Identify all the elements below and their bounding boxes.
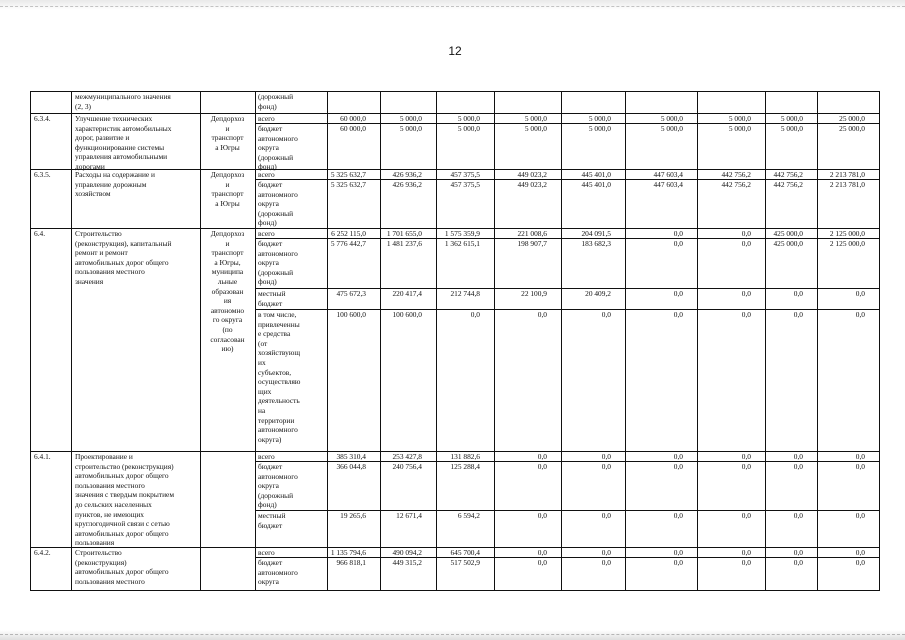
amount-cell: 0,0: [537, 511, 547, 520]
table-row-border: [30, 590, 880, 591]
amount-cell: 1 481 237,6: [386, 239, 422, 248]
amount-cell: 0,0: [470, 310, 480, 319]
amount-cell: 0,0: [537, 310, 547, 319]
amount-cell: 0,0: [855, 462, 865, 471]
table-vline: [255, 91, 256, 590]
amount-cell: 442 756,2: [721, 170, 751, 179]
amount-cell: 25 000,0: [839, 114, 865, 123]
amount-cell: 5 000,0: [399, 124, 422, 133]
row-title: Улучшение технических характеристик автомобильных дорог, развитие и функционирование системы управления автомобильными дорогами: [75, 114, 172, 171]
amount-cell: 5 000,0: [399, 114, 422, 123]
funding-source: бюджет автономного округа (дорожный фонд): [258, 180, 298, 228]
amount-cell: 100 600,0: [392, 310, 422, 319]
amount-cell: 5 000,0: [457, 114, 480, 123]
amount-cell: 125 288,4: [450, 462, 480, 471]
amount-cell: 0,0: [601, 511, 611, 520]
amount-cell: 0,0: [673, 289, 683, 298]
row-title: Строительство (реконструкция) автомобильных дорог общего пользования местного: [75, 548, 169, 586]
row-title: Строительство (реконструкция), капитальный ремонт и ремонт автомобильных дорог общего пользования местного значения: [75, 229, 172, 286]
funding-source: всего: [258, 229, 275, 238]
amount-cell: 25 000,0: [839, 124, 865, 133]
amount-cell: 645 700,4: [450, 548, 480, 557]
funding-source: в том числе, привлеченны е средства (от хозяйствующ их субъектов, осуществляю щих деятельность на территории автономного округа): [258, 310, 301, 444]
scan-bottom-edge: [0, 630, 905, 640]
page-number: 12: [448, 44, 462, 58]
amount-cell: 966 818,1: [336, 558, 366, 567]
amount-cell: 5 000,0: [524, 114, 547, 123]
row-number: 6.3.5.: [34, 170, 51, 179]
row-number: 6.4.2.: [34, 548, 51, 557]
amount-cell: 5 000,0: [457, 124, 480, 133]
amount-cell: 0,0: [793, 511, 803, 520]
amount-cell: 447 603,4: [653, 180, 683, 189]
funding-source: (дорожный фонд): [258, 92, 294, 111]
amount-cell: 5 000,0: [588, 124, 611, 133]
amount-cell: 204 091,5: [581, 229, 611, 238]
amount-cell: 0,0: [673, 452, 683, 461]
amount-cell: 0,0: [741, 558, 751, 567]
amount-cell: 442 756,2: [773, 180, 803, 189]
amount-cell: 212 744,8: [450, 289, 480, 298]
amount-cell: 2 125 000,0: [829, 229, 865, 238]
amount-cell: 385 310,4: [336, 452, 366, 461]
funding-source: всего: [258, 452, 275, 461]
amount-cell: 0,0: [601, 548, 611, 557]
amount-cell: 60 000,0: [340, 124, 366, 133]
row-number: 6.4.1.: [34, 452, 51, 461]
amount-cell: 5 000,0: [780, 124, 803, 133]
amount-cell: 5 000,0: [660, 124, 683, 133]
amount-cell: 0,0: [741, 462, 751, 471]
amount-cell: 0,0: [601, 310, 611, 319]
amount-cell: 0,0: [537, 452, 547, 461]
amount-cell: 5 776 442,7: [330, 239, 366, 248]
amount-cell: 426 936,2: [392, 170, 422, 179]
amount-cell: 253 427,8: [392, 452, 422, 461]
amount-cell: 0,0: [793, 548, 803, 557]
amount-cell: 0,0: [673, 310, 683, 319]
amount-cell: 0,0: [741, 511, 751, 520]
amount-cell: 457 375,5: [450, 180, 480, 189]
funding-source: бюджет автономного округа (дорожный фонд): [258, 239, 298, 287]
amount-cell: 0,0: [741, 310, 751, 319]
amount-cell: 0,0: [537, 558, 547, 567]
amount-cell: 6 252 115,0: [331, 229, 366, 238]
amount-cell: 12 671,4: [396, 511, 422, 520]
amount-cell: 0,0: [673, 462, 683, 471]
amount-cell: 2 125 000,0: [829, 239, 865, 248]
amount-cell: 0,0: [673, 239, 683, 248]
amount-cell: 183 682,3: [581, 239, 611, 248]
row-title: Расходы на содержание и управление дорожным хозяйством: [75, 170, 156, 199]
amount-cell: 517 502,9: [450, 558, 480, 567]
amount-cell: 240 756,4: [392, 462, 422, 471]
table-vline: [879, 91, 880, 590]
amount-cell: 20 409,2: [585, 289, 611, 298]
amount-cell: 0,0: [537, 462, 547, 471]
amount-cell: 0,0: [537, 548, 547, 557]
amount-cell: 5 000,0: [728, 114, 751, 123]
amount-cell: 0,0: [741, 229, 751, 238]
amount-cell: 131 882,6: [450, 452, 480, 461]
scan-bottom-noise-line: [0, 634, 905, 635]
amount-cell: 198 907,7: [517, 239, 547, 248]
amount-cell: 0,0: [793, 289, 803, 298]
funding-source: бюджет автономного округа (дорожный фонд): [258, 462, 298, 510]
row-number: 6.3.4.: [34, 114, 51, 123]
amount-cell: 6 594,2: [457, 511, 480, 520]
amount-cell: 0,0: [673, 229, 683, 238]
row-executor: Депдорхоз и транспорт а Югры: [210, 114, 245, 152]
amount-cell: 442 756,2: [773, 170, 803, 179]
table-vline: [71, 91, 72, 590]
row-number: 6.4.: [34, 229, 46, 238]
funding-source: местный бюджет: [258, 289, 286, 308]
amount-cell: 490 094,2: [392, 548, 422, 557]
amount-cell: 60 000,0: [340, 114, 366, 123]
amount-cell: 221 008,6: [517, 229, 547, 238]
funding-source: местный бюджет: [258, 511, 286, 530]
amount-cell: 426 936,2: [392, 180, 422, 189]
amount-cell: 425 000,0: [773, 239, 803, 248]
amount-cell: 220 417,4: [392, 289, 422, 298]
amount-cell: 0,0: [793, 452, 803, 461]
row-executor: Депдорхоз и транспорт а Югры, муниципа льные образован ия автономно го округа (по согласован ию): [210, 229, 245, 354]
amount-cell: 5 000,0: [780, 114, 803, 123]
row-title: межмуниципального значения (2, 3): [75, 92, 171, 111]
amount-cell: 5 325 632,7: [330, 180, 366, 189]
amount-cell: 447 603,4: [653, 170, 683, 179]
row-executor: Депдорхоз и транспорт а Югры: [210, 170, 245, 208]
amount-cell: 0,0: [601, 558, 611, 567]
amount-cell: 100 600,0: [336, 310, 366, 319]
amount-cell: 5 325 632,7: [330, 170, 366, 179]
amount-cell: 0,0: [855, 548, 865, 557]
amount-cell: 1 135 794,6: [330, 548, 366, 557]
amount-cell: 449 023,2: [517, 180, 547, 189]
amount-cell: 0,0: [855, 511, 865, 520]
amount-cell: 425 000,0: [773, 229, 803, 238]
amount-cell: 22 100,9: [521, 289, 547, 298]
amount-cell: 0,0: [793, 462, 803, 471]
amount-cell: 2 213 781,0: [829, 180, 865, 189]
amount-cell: 2 213 781,0: [829, 170, 865, 179]
amount-cell: 5 000,0: [660, 114, 683, 123]
funding-source: всего: [258, 114, 275, 123]
amount-cell: 5 000,0: [524, 124, 547, 133]
amount-cell: 442 756,2: [721, 180, 751, 189]
amount-cell: 0,0: [741, 452, 751, 461]
amount-cell: 5 000,0: [728, 124, 751, 133]
amount-cell: 0,0: [673, 548, 683, 557]
amount-cell: 0,0: [741, 289, 751, 298]
amount-cell: 449 315,2: [392, 558, 422, 567]
amount-cell: 449 023,2: [517, 170, 547, 179]
amount-cell: 1 362 615,1: [444, 239, 480, 248]
amount-cell: 1 575 359,9: [444, 229, 480, 238]
amount-cell: 1 701 655,0: [386, 229, 422, 238]
amount-cell: 0,0: [793, 310, 803, 319]
amount-cell: 0,0: [793, 558, 803, 567]
amount-cell: 0,0: [601, 462, 611, 471]
funding-source: бюджет автономного округа (дорожный фонд): [258, 124, 298, 172]
amount-cell: 0,0: [741, 239, 751, 248]
amount-cell: 457 375,5: [450, 170, 480, 179]
funding-source: всего: [258, 170, 275, 179]
amount-cell: 0,0: [741, 548, 751, 557]
amount-cell: 0,0: [855, 289, 865, 298]
row-title: Проектирование и строительство (реконструкция) автомобильных дорог общего пользования местного значения с твердым покрытием до сельских населенных пунктов, не имеющих круглогодичной связи с сетью автомобильных дорог общего пользования: [75, 452, 174, 548]
amount-cell: 0,0: [673, 511, 683, 520]
amount-cell: 0,0: [601, 452, 611, 461]
table-vline: [30, 91, 31, 590]
amount-cell: 5 000,0: [588, 114, 611, 123]
amount-cell: 475 672,3: [336, 289, 366, 298]
amount-cell: 0,0: [855, 452, 865, 461]
funding-source: бюджет автономного округа: [258, 558, 298, 587]
funding-source: всего: [258, 548, 275, 557]
amount-cell: 0,0: [855, 310, 865, 319]
amount-cell: 445 401,0: [581, 180, 611, 189]
amount-cell: 0,0: [855, 558, 865, 567]
amount-cell: 445 401,0: [581, 170, 611, 179]
amount-cell: 366 044,8: [336, 462, 366, 471]
amount-cell: 19 265,6: [340, 511, 366, 520]
amount-cell: 0,0: [673, 558, 683, 567]
